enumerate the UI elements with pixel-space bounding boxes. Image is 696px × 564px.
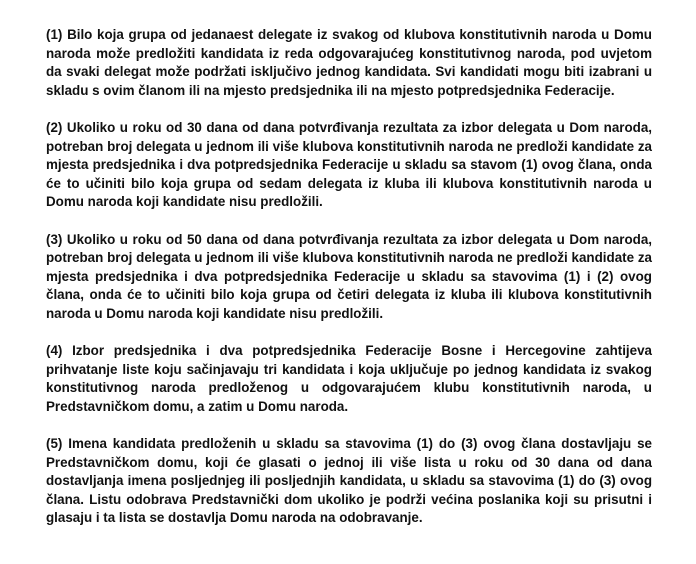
paragraph-2: (2) Ukoliko u roku od 30 dana od dana potvrđivanja rezultata za izbor delegata u Dom naroda, potreban broj delegata u jednom ili više klubova konstitutivnih naroda ne predloži kandidate za mjesta predsjednika i dva potpredsjednika Federacije u skladu sa stavom (1) ovog člana, onda će to učiniti bilo koja grupa od sedam delegata iz kluba ili klubova konstitutivnih naroda u Domu naroda koji kandidate nisu predložili. xyxy=(46,119,652,210)
paragraph-3: (3) Ukoliko u roku od 50 dana od dana potvrđivanja rezultata za izbor delegata u Dom naroda, potreban broj delegata u jednom ili više klubova konstitutivnih naroda ne predloži kandidate za mjesta predsjednika i dva potpredsjednika Federacije u skladu sa stavovima (1) i (2) ovog člana, onda će to učiniti bilo koja grupa od četiri delegata iz kluba ili klubova konstitutivnih naroda u Domu naroda koji kandidate nisu predložili. xyxy=(46,231,652,321)
document-body xyxy=(46,26,652,528)
paragraph-4: (4) Izbor predsjednika i dva potpredsjednika Federacije Bosne i Hercegovine zahtijeva prihvatanje liste koju sačinjavaju tri kandidata i koja uključuje po jednog kandidata iz svakog konstitutivnog naroda predloženog u odgovarajućem klubu konstitutivnih naroda, u Predstavničkom domu, a zatim u Domu naroda. xyxy=(46,343,652,414)
paragraph-1: (1) Bilo koja grupa od jedanaest delegate iz svakog od klubova konstitutivnih naroda u Domu naroda može predložiti kandidata iz reda odgovarajućeg konstitutivnog naroda, pod uvjetom da svaki delegat može podržati isključivo jednog kandidata. Svi kandidati mogu biti izabrani u skladu s ovim članom ili na mjesto predsjednika ili na mjesto potpredsjednika Federacije. xyxy=(46,27,652,98)
paragraph-5: (5) Imena kandidata predloženih u skladu sa stavovima (1) do (3) ovog člana dostavljaju se Predstavničkom domu, koji će glasati o jednoj ili više lista u roku od 30 dana od dana dostavljanja imena posljednjeg ili posljednjih kandidata, u skladu sa stavovima (1) do (3) ovog člana. Listu odobrava Predstavnički dom ukoliko je podrži većina poslanika koji su prisutni i glasaju i ta lista se dostavlja Domu naroda na odobravanje. xyxy=(46,436,652,526)
